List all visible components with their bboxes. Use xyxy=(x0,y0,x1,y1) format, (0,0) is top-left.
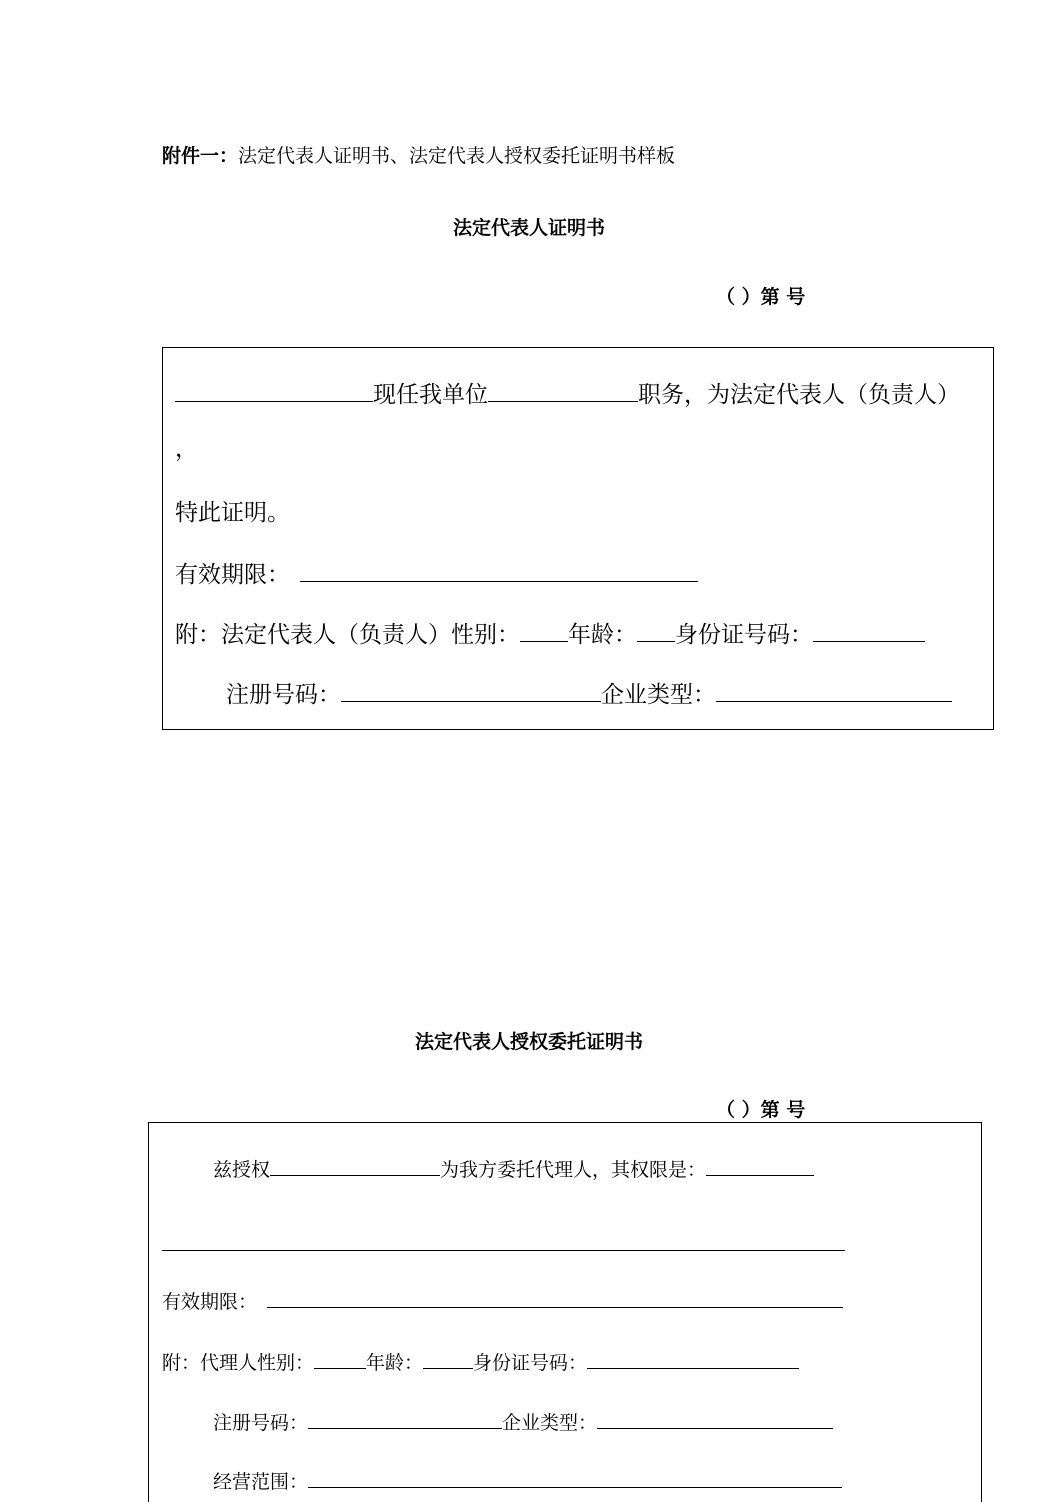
cert1-age-blank[interactable] xyxy=(637,640,675,642)
attachment-prefix: 附件一： xyxy=(162,145,239,167)
cert2-number-line: （ ）第 号 xyxy=(716,1099,806,1121)
cert1-certify: 特此证明。 xyxy=(175,500,290,526)
attachment-heading xyxy=(162,141,675,168)
cert2-attach-prefix: 附：代理人性别： xyxy=(162,1352,315,1374)
cert2-reg-blank[interactable] xyxy=(308,1427,502,1429)
cert2-authority-blank[interactable] xyxy=(706,1174,814,1176)
cert2-scope-blank[interactable] xyxy=(308,1486,842,1488)
cert1-validity-label: 有效期限： xyxy=(175,562,290,588)
cert1-id-label: 身份证号码： xyxy=(675,622,813,648)
cert2-title: 法定代表人授权委托证明书 xyxy=(414,1031,643,1053)
cert2-box xyxy=(148,1122,982,1502)
cert2-validity-blank[interactable] xyxy=(267,1306,843,1308)
cert2-gender-blank[interactable] xyxy=(314,1367,366,1369)
cert1-attach-prefix: 附：法定代表人（负责人）性别： xyxy=(175,622,520,648)
cert2-age-label: 年龄： xyxy=(366,1352,424,1374)
cert2-authority-line[interactable] xyxy=(162,1250,845,1251)
attachment-text: 法定代表人证明书、法定代表人授权委托证明书样板 xyxy=(238,145,676,167)
cert1-validity-blank[interactable] xyxy=(300,580,698,582)
name-blank[interactable] xyxy=(175,400,373,402)
cert2-reg-label: 注册号码： xyxy=(213,1412,309,1434)
position-blank[interactable] xyxy=(488,400,638,402)
cert1-reg-blank[interactable] xyxy=(341,700,601,702)
cert1-line1-mid: 现任我单位 xyxy=(373,382,488,408)
cert2-authorize-mid: 为我方委托代理人，其权限是： xyxy=(440,1159,707,1181)
cert2-agent-blank[interactable] xyxy=(270,1174,440,1176)
cert1-age-label: 年龄： xyxy=(568,622,637,648)
cert2-validity-label: 有效期限： xyxy=(162,1291,258,1313)
cert2-scope-label: 经营范围： xyxy=(213,1471,309,1493)
cert2-reg-row xyxy=(213,1408,833,1435)
cert2-type-label: 企业类型： xyxy=(502,1412,598,1434)
cert2-authorize-prefix: 兹授权 xyxy=(213,1159,271,1181)
cert1-gender-blank[interactable] xyxy=(520,640,568,642)
cert1-comma: ， xyxy=(175,436,198,462)
cert1-line1 xyxy=(175,376,960,409)
cert2-validity-row xyxy=(162,1287,843,1314)
cert1-title: 法定代表人证明书 xyxy=(452,217,605,239)
cert2-id-label: 身份证号码： xyxy=(473,1352,588,1374)
cert1-id-blank[interactable] xyxy=(813,640,925,642)
cert1-reg-label: 注册号码： xyxy=(226,682,341,708)
cert1-type-label: 企业类型： xyxy=(601,682,716,708)
cert2-id-blank[interactable] xyxy=(587,1367,799,1369)
cert1-box xyxy=(162,347,994,730)
cert1-validity-row xyxy=(175,556,698,589)
cert1-reg-row xyxy=(226,676,952,709)
cert1-type-blank[interactable] xyxy=(716,700,952,702)
cert1-number-line: （ ）第 号 xyxy=(716,286,806,308)
cert2-age-blank[interactable] xyxy=(423,1367,473,1369)
cert1-line1-end: 职务，为法定代表人（负责人） xyxy=(638,382,960,408)
cert2-scope-row xyxy=(213,1467,842,1494)
cert2-type-blank[interactable] xyxy=(597,1427,833,1429)
cert1-attach-row xyxy=(175,616,925,649)
cert2-authorize-row xyxy=(213,1155,814,1182)
cert2-attach-row xyxy=(162,1348,799,1375)
